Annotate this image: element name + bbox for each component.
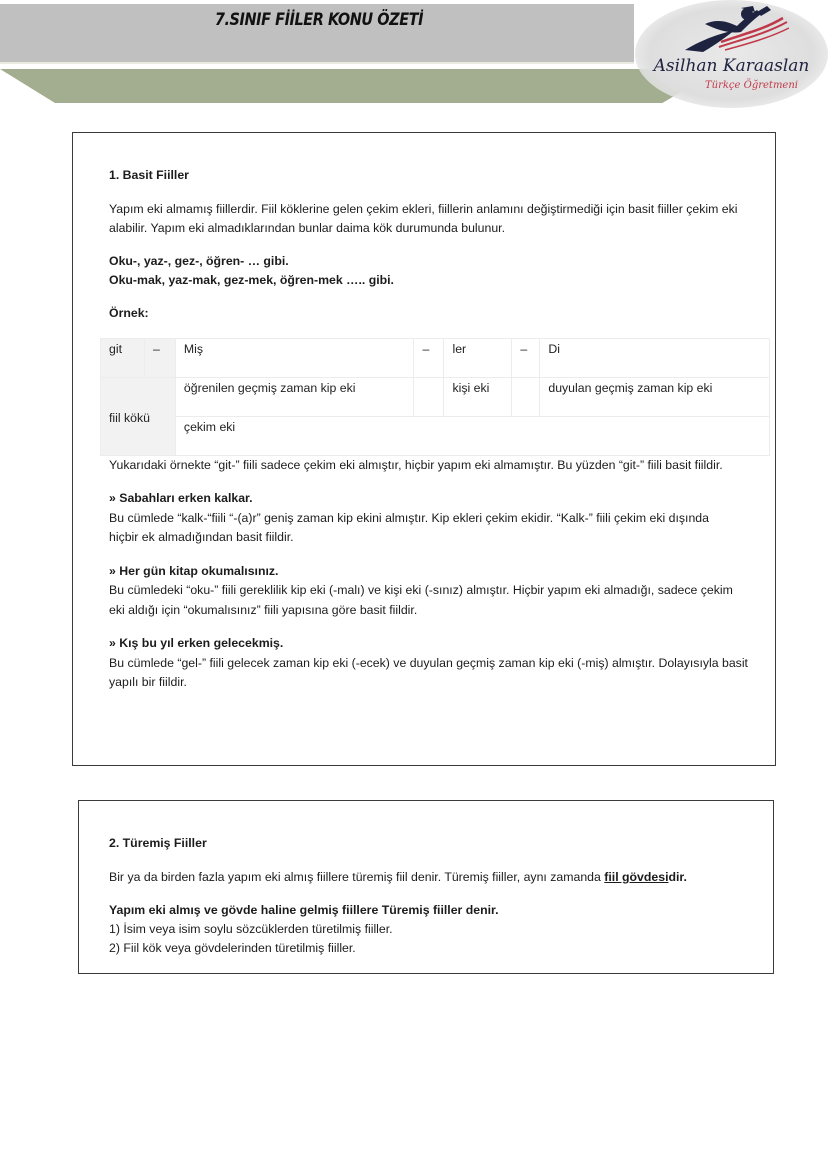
section1-intro-line1: Yapım eki almamış fiillerdir. Fiil köklerine gelen çekim ekleri, fiillerin anlamını değiştirmediği için basit fiiller çekim eki xyxy=(109,202,738,216)
example-3-line1: Bu cümlede “gel-” fiili gelecek zaman kip eki (-ecek) ve duyulan geçmiş zaman kip eki (-miş) almıştır. Dolayısıyla basit xyxy=(109,656,748,670)
section1-heading: 1. Basit Fiiller xyxy=(109,168,189,182)
table-cell: – xyxy=(512,339,540,378)
definition-prefix: Bir ya da birden fazla yapım eki almış fiillere türemiş fiil denir. Türemiş fiiller, aynı zamanda xyxy=(109,870,605,884)
example-sentence-3: » Kış bu yıl erken gelecekmiş. xyxy=(109,636,284,650)
definition-underlined-term: fiil gövdesi xyxy=(604,870,669,884)
table-cell xyxy=(512,378,540,417)
example-2-line2: eki aldığı için “okumalısınız” fiili yapısına göre basit fiildir. xyxy=(109,603,418,617)
example-1-line2: hiçbir ek almadığından basit fiildir. xyxy=(109,530,294,544)
teacher-logo xyxy=(635,0,828,108)
example-2-line1: Bu cümledeki “oku-” fiili gereklilik kip eki (-malı) ve kişi eki (-sınız) almıştır. Hiçbir yapım eki almadığı, sadece çekim xyxy=(109,583,733,597)
root-label-cell: fiil kökü xyxy=(101,378,176,456)
section2-heading: 2. Türemiş Fiiller xyxy=(109,836,207,850)
table-row xyxy=(101,339,770,378)
examples-line2: Oku-mak, yaz-mak, gez-mek, öğren-mek ….. gibi. xyxy=(109,273,394,287)
table-cell: duyulan geçmiş zaman kip eki xyxy=(540,378,770,417)
list-item: 1) İsim veya isim soylu sözcüklerden türetilmiş fiiller. xyxy=(109,922,393,936)
explanation-text: Yukarıdaki örnekte “git-” fiili sadece çekim eki almıştır, hiçbir yapım eki almamıştır. Bu yüzden “git-” fiili basit fiildir. xyxy=(109,458,723,472)
logo-name: Asilhan Karaaslan xyxy=(653,56,810,76)
table-cell: – xyxy=(144,339,175,378)
section1-intro-line2: alabilir. Yapım eki almadıklarından bunlar daima kök durumunda bulunur. xyxy=(109,221,506,235)
example-3-line2: yapılı bir fiildir. xyxy=(109,675,187,689)
table-cell: ler xyxy=(444,339,512,378)
table-cell: öğrenilen geçmiş zaman kip eki xyxy=(175,378,414,417)
table-cell: Di xyxy=(540,339,770,378)
table-cell: git xyxy=(101,339,145,378)
list-item: 2) Fiil kök veya gövdelerinden türetilmiş fiiller. xyxy=(109,941,356,955)
runner-with-torch-icon xyxy=(665,4,795,60)
table-cell: Miş xyxy=(175,339,414,378)
table-cell xyxy=(414,378,444,417)
suffix-example-table xyxy=(100,338,770,456)
table-cell: kişi eki xyxy=(444,378,512,417)
table-cell: – xyxy=(414,339,444,378)
section2-bold-line: Yapım eki almış ve gövde haline gelmiş fiillere Türemiş fiiller denir. xyxy=(109,903,499,917)
definition-suffix: dir. xyxy=(668,870,687,884)
accent-band xyxy=(0,69,720,103)
inflection-label-cell: çekim eki xyxy=(175,417,769,456)
example-sentence-1: » Sabahları erken kalkar. xyxy=(109,491,253,505)
example-sentence-2: » Her gün kitap okumalısınız. xyxy=(109,564,279,578)
table-row xyxy=(101,417,770,456)
logo-subtitle: Türkçe Öğretmeni xyxy=(704,80,798,91)
example-label: Örnek: xyxy=(109,306,149,320)
examples-line1: Oku-, yaz-, gez-, öğren- … gibi. xyxy=(109,254,289,268)
table-row xyxy=(101,378,770,417)
section2-definition xyxy=(109,867,687,887)
page-title: 7.SINIF FİİLER KONU ÖZETİ xyxy=(214,10,424,30)
example-1-line1: Bu cümlede “kalk-“fiili “-(a)r” geniş zaman kip ekini almıştır. Kip ekleri çekim ekidir. “Kalk-” fiili çekim eki dışında xyxy=(109,511,709,525)
